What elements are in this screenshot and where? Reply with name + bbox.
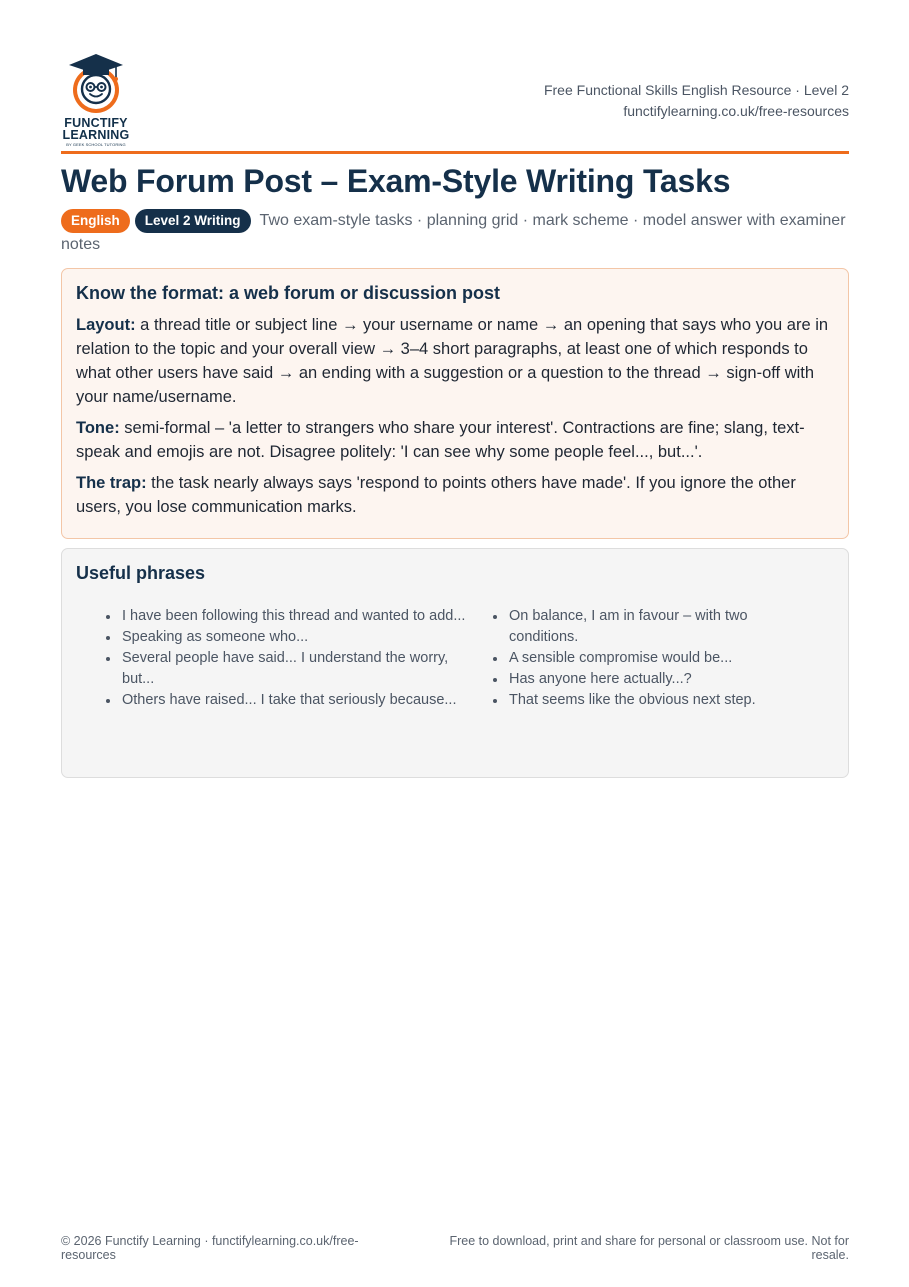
tone-label: Tone: xyxy=(76,419,120,437)
layout-text: a thread title or subject line → your username or name → an opening that says who you are in relation to the topic and your overall view → 3–4 short paragraphs, at least one of which responds to what other users have said → an ending with a suggestion or a question to the thread → sign-off with your name/username. xyxy=(76,316,829,406)
resource-label: Free Functional Skills English Resource · Level 2 xyxy=(543,82,849,98)
trap-text: the task nearly always says 'respond to points others have made'. If you ignore the other users, you lose communication marks. xyxy=(76,474,796,516)
phrases-heading: Useful phrases xyxy=(76,563,206,583)
list-item: Others have raised... I take that seriously because... xyxy=(122,690,472,711)
resource-url[interactable]: functifylearning.co.uk/free-resources xyxy=(623,103,849,119)
list-item: On balance, I am in favour – with two conditions. xyxy=(509,606,809,648)
list-item: Has anyone here actually...? xyxy=(509,669,809,690)
list-item: That seems like the obvious next step. xyxy=(509,690,809,711)
footer-license: Free to download, print and share for personal or classroom use. Not for resale. xyxy=(449,1234,849,1262)
header-divider xyxy=(61,151,849,154)
list-item: Several people have said... I understand the worry, but... xyxy=(122,648,472,690)
phrases-list-right xyxy=(509,606,809,711)
layout-label: Layout: xyxy=(76,316,136,334)
trap-paragraph xyxy=(76,471,834,519)
logo-wordmark-line1: FUNCTIFY xyxy=(64,116,128,130)
footer-copyright: © 2026 Functify Learning · functifylearning.co.uk/free-resources xyxy=(61,1234,359,1262)
logo xyxy=(61,52,131,148)
header-meta xyxy=(544,80,849,122)
tone-paragraph xyxy=(76,416,834,464)
phrases-list-left xyxy=(122,606,472,711)
list-item: Speaking as someone who... xyxy=(122,627,472,648)
logo-wordmark-line2: LEARNING xyxy=(62,128,130,142)
layout-paragraph xyxy=(76,313,834,409)
format-box xyxy=(61,268,849,539)
phrases-column-left xyxy=(122,606,472,711)
list-item: I have been following this thread and wanted to add... xyxy=(122,606,472,627)
page-header xyxy=(61,50,849,154)
format-heading: Know the format: a web forum or discussion post xyxy=(76,283,501,303)
list-item: A sensible compromise would be... xyxy=(509,648,809,669)
page-title: Web Forum Post – Exam-Style Writing Tasks xyxy=(61,163,731,199)
intro-line xyxy=(61,209,849,257)
subject-badge: English xyxy=(61,209,130,233)
graduate-mascot-icon xyxy=(61,52,131,116)
phrases-column-right xyxy=(509,606,809,711)
tone-text: semi-formal – 'a letter to strangers who share your interest'. Contractions are fine; slang, text-speak and emojis are not. Disagree politely: 'I can see why some people feel..., but...'. xyxy=(76,419,805,461)
trap-label: The trap: xyxy=(76,474,147,492)
level-badge: Level 2 Writing xyxy=(135,209,251,233)
intro-description: Two exam-style tasks · planning grid · mark scheme · model answer with examiner notes xyxy=(61,212,846,253)
phrases-box xyxy=(61,548,849,778)
logo-tagline: BY GEEK SCHOOL TUTORING xyxy=(66,142,126,147)
